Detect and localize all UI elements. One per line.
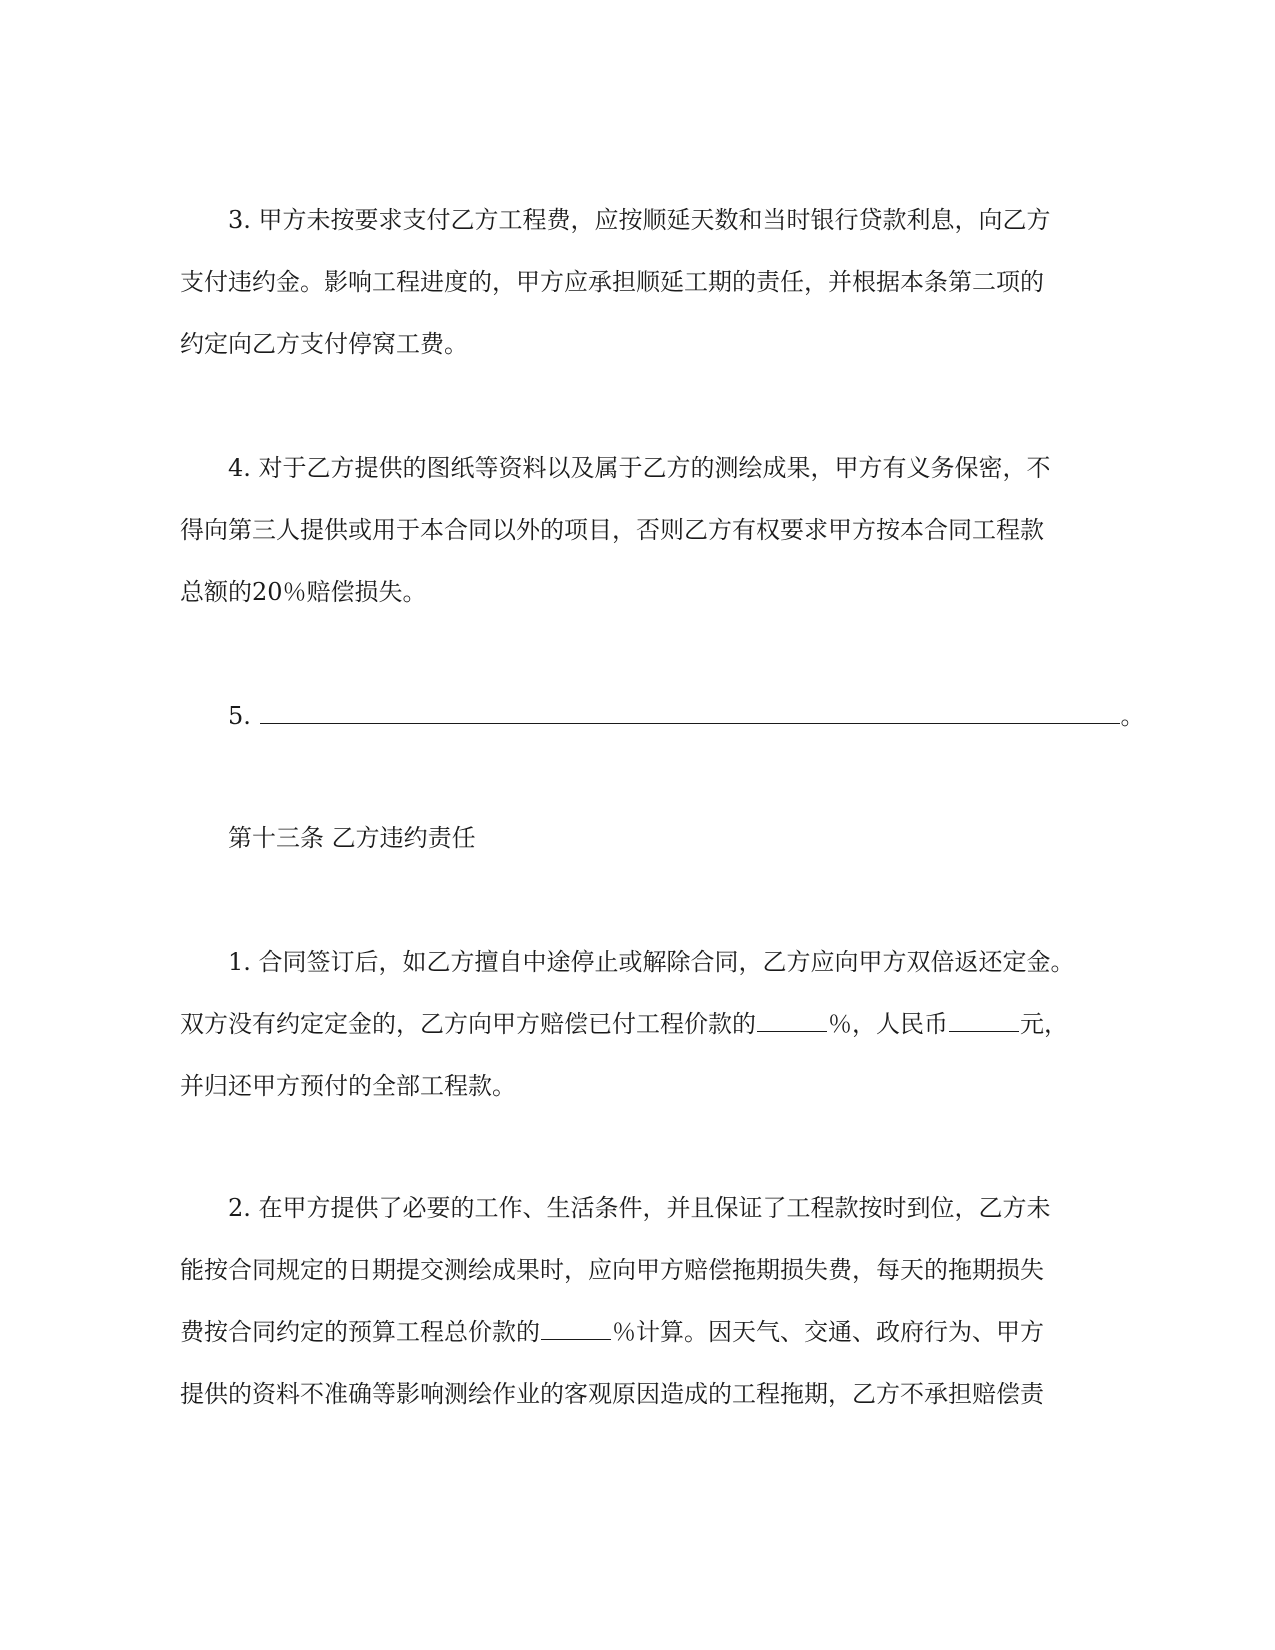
- clause-3-text-2: 支付违约金。影响工程进度的，甲方应承担顺延工期的责任，并根据本条第二项的: [180, 268, 1044, 296]
- clause-5-line: [228, 696, 1145, 736]
- article-13-item-1-text-2a: 双方没有约定定金的，乙方向甲方赔偿已付工程价款的: [180, 1010, 756, 1038]
- article-13-item-1-line-1: [228, 942, 1075, 982]
- clause-3-text-1: 3. 甲方未按要求支付乙方工程费，应按顺延天数和当时银行贷款利息，向乙方: [228, 206, 1051, 234]
- clause-4-line-2: [180, 510, 1044, 550]
- rmb-amount-fill-in-blank[interactable]: [949, 1005, 1019, 1032]
- article-13-item-2-line-2: [180, 1250, 1044, 1290]
- clause-5-prefix: 5.: [228, 702, 251, 730]
- percentage-fill-in-blank[interactable]: [757, 1005, 827, 1032]
- article-13-item-2-line-1: [228, 1188, 1051, 1228]
- article-13-item-2-text-1: 2. 在甲方提供了必要的工作、生活条件，并且保证了工程款按时到位，乙方未: [228, 1194, 1051, 1222]
- article-13-item-1-text-2c: 元，: [1020, 1010, 1068, 1038]
- clause-4-line-1: [228, 448, 1051, 488]
- clause-4-text-2: 得向第三人提供或用于本合同以外的项目，否则乙方有权要求甲方按本合同工程款: [180, 516, 1044, 544]
- article-13-item-2-text-2: 能按合同规定的日期提交测绘成果时，应向甲方赔偿拖期损失费，每天的拖期损失: [180, 1256, 1044, 1284]
- article-13-item-2-text-3a: 费按合同约定的预算工程总价款的: [180, 1318, 540, 1346]
- article-13-heading-text: 第十三条 乙方违约责任: [228, 824, 476, 852]
- article-13-item-2-text-3b: ％计算。因天气、交通、政府行为、甲方: [612, 1318, 1044, 1346]
- article-13-item-1-text-1: 1. 合同签订后，如乙方擅自中途停止或解除合同，乙方应向甲方双倍返还定金。: [228, 948, 1075, 976]
- article-13-item-1-text-2b: ％，人民币: [828, 1010, 948, 1038]
- article-13-item-1-line-3: [180, 1066, 516, 1106]
- article-13-item-2-line-3: [180, 1312, 1044, 1352]
- article-13-heading: [228, 818, 476, 858]
- clause-5-fill-in-blank[interactable]: [260, 697, 1120, 724]
- article-13-item-1-line-2: [180, 1004, 1068, 1044]
- clause-4-text-3: 总额的20％赔偿损失。: [180, 578, 427, 606]
- clause-3-text-3: 约定向乙方支付停窝工费。: [180, 330, 468, 358]
- clause-4-text-1: 4. 对于乙方提供的图纸等资料以及属于乙方的测绘成果，甲方有义务保密，不: [228, 454, 1051, 482]
- article-13-item-1-text-3: 并归还甲方预付的全部工程款。: [180, 1072, 516, 1100]
- clause-3-line-3: [180, 324, 468, 364]
- clause-3-line-2: [180, 262, 1044, 302]
- article-13-item-2-line-4: [180, 1374, 1044, 1414]
- clause-3-line-1: [228, 200, 1051, 240]
- clause-4-line-3: [180, 572, 427, 612]
- daily-penalty-percentage-fill-in-blank[interactable]: [541, 1313, 611, 1340]
- clause-5-suffix: 。: [1120, 702, 1145, 730]
- article-13-item-2-text-4: 提供的资料不准确等影响测绘作业的客观原因造成的工程拖期，乙方不承担赔偿责: [180, 1380, 1044, 1408]
